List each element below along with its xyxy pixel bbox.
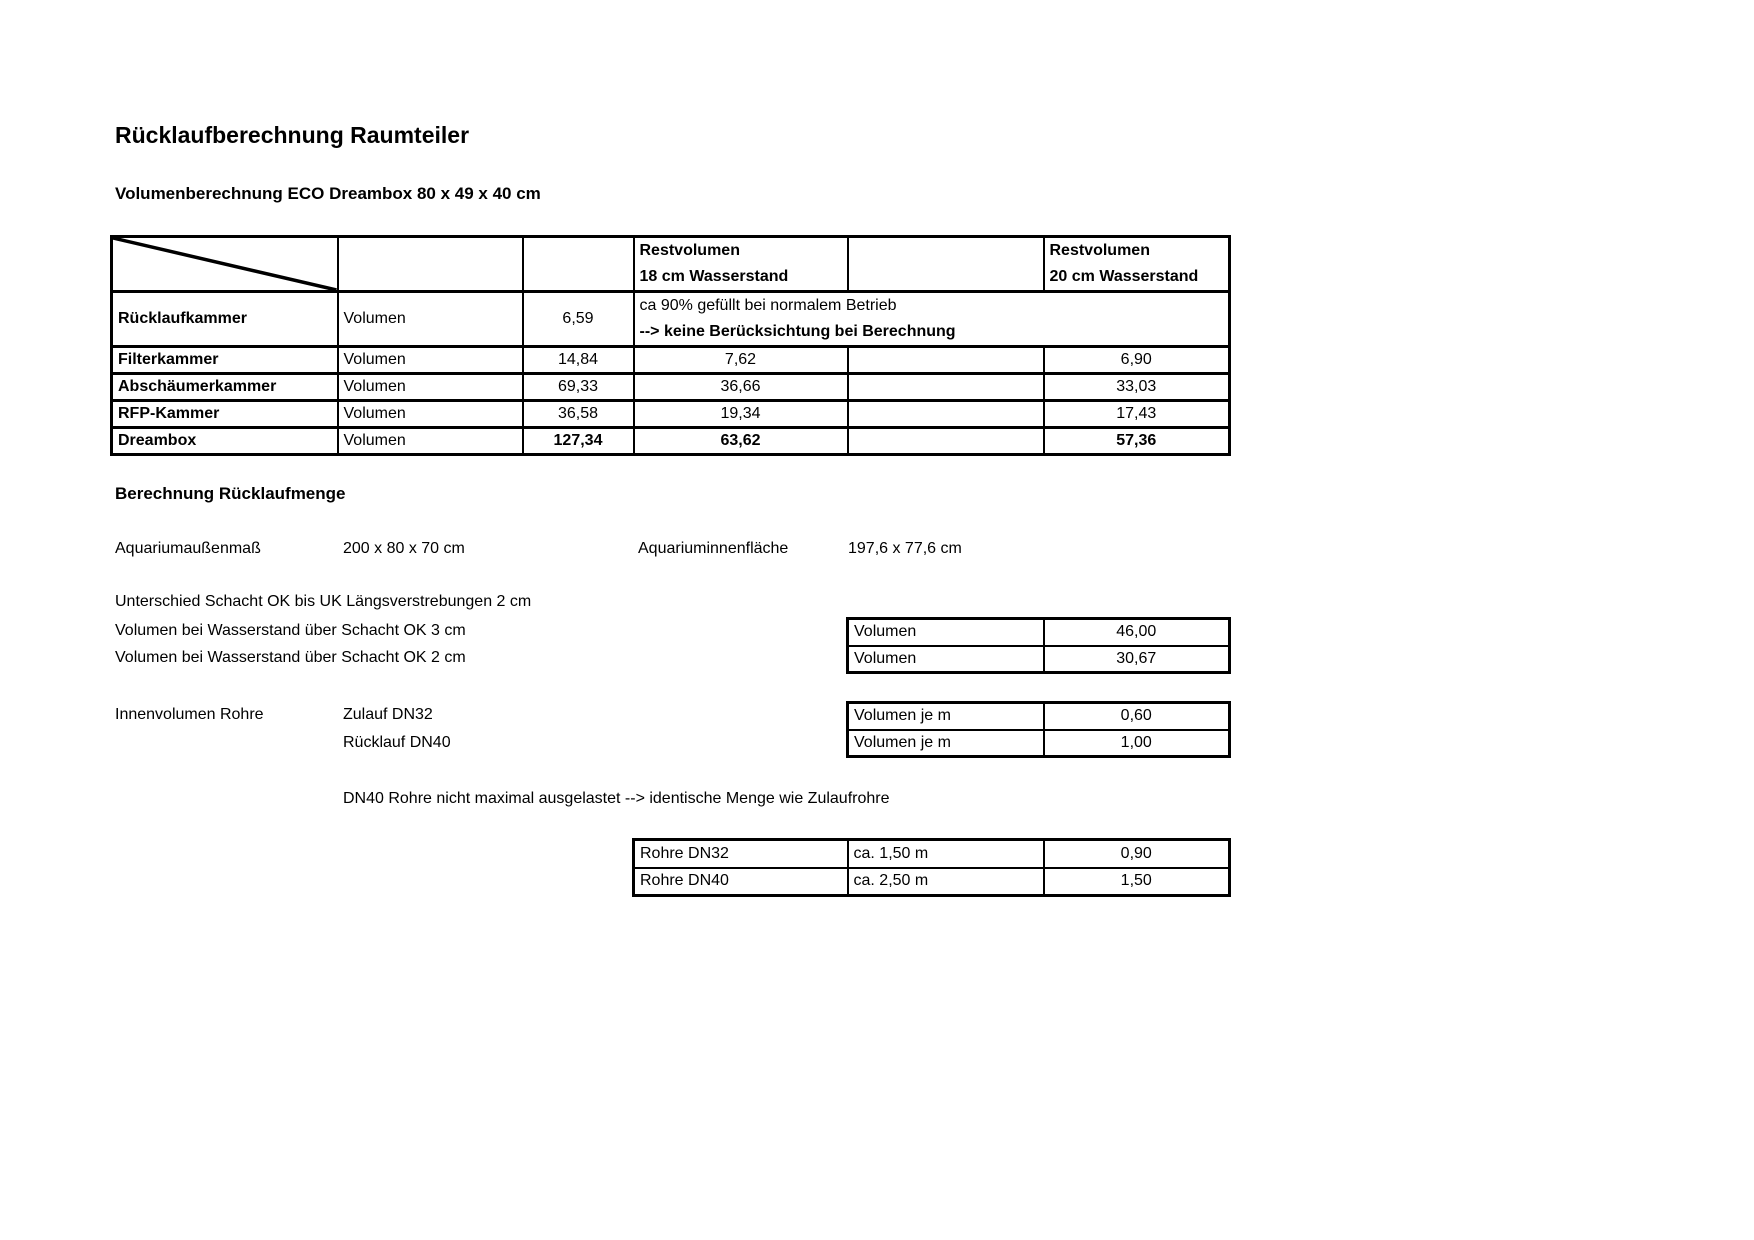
rest18-cell: 19,34 (634, 401, 848, 428)
table-row (112, 401, 1230, 428)
zulauf-label: Zulauf DN32 (343, 706, 433, 723)
total-volume-cell: 69,33 (523, 374, 634, 401)
row-type-cell: Volumen (338, 428, 523, 455)
rest20-cell: 57,36 (1044, 428, 1230, 455)
total-volume-cell: 6,59 (523, 292, 634, 347)
table-row (112, 428, 1230, 455)
table-row (634, 868, 1230, 896)
table-row (112, 292, 1230, 347)
row-type-cell: Volumen (338, 347, 523, 374)
rest20-cell: 17,43 (1044, 401, 1230, 428)
table-row (112, 374, 1230, 401)
pipe-value-cell: 1,50 (1044, 868, 1230, 896)
diagonal-header-cell (112, 237, 338, 292)
volume-value-cell: 30,67 (1044, 646, 1230, 673)
row-label-cell: Dreambox (112, 428, 338, 455)
line-unterschied: Unterschied Schacht OK bis UK Längsverstrebungen 2 cm (115, 593, 532, 610)
per-meter-value-cell: 1,00 (1044, 730, 1230, 757)
aquarium-inner-value: 197,6 x 77,6 cm (848, 540, 962, 557)
total-volume-cell: 36,58 (523, 401, 634, 428)
header-line: Restvolumen (639, 242, 740, 259)
line-wasserstand-ok2: Volumen bei Wasserstand über Schacht OK 2 cm (115, 649, 466, 666)
row-note-cell (634, 292, 1230, 347)
row-type-cell: Volumen (338, 292, 523, 347)
per-meter-label-cell: Volumen je m (848, 730, 1044, 757)
row-type-cell: Volumen (338, 401, 523, 428)
volume-table (110, 235, 1231, 456)
volume-value-cell: 46,00 (1044, 619, 1230, 646)
header-rest18-cell (634, 237, 848, 292)
table-row (848, 646, 1230, 673)
header-line: 20 cm Wasserstand (1049, 268, 1199, 285)
total-volume-cell: 127,34 (523, 428, 634, 455)
volume-label-cell: Volumen (848, 619, 1044, 646)
empty-cell (848, 347, 1044, 374)
empty-cell (848, 428, 1044, 455)
table-row (634, 840, 1230, 868)
rest20-cell: 6,90 (1044, 347, 1230, 374)
empty-cell (848, 401, 1044, 428)
pipes-table (632, 838, 1231, 897)
per-meter-value-cell: 0,60 (1044, 703, 1230, 730)
empty-header-cell (523, 237, 634, 292)
volume-per-meter-box (846, 701, 1231, 758)
ruecklauf-label: Rücklauf DN40 (343, 734, 451, 751)
header-line: 18 cm Wasserstand (639, 268, 789, 285)
row-type-cell: Volumen (338, 374, 523, 401)
rest18-cell: 63,62 (634, 428, 848, 455)
empty-header-cell (848, 237, 1044, 292)
diagonal-line-icon (113, 238, 337, 290)
pipe-value-cell: 0,90 (1044, 840, 1230, 868)
volume-table-header-row (112, 237, 1230, 292)
volume-label-cell: Volumen (848, 646, 1044, 673)
rest18-cell: 7,62 (634, 347, 848, 374)
note-line: --> keine Berücksichtung bei Berechnung (639, 323, 956, 340)
table-row (848, 730, 1230, 757)
rest20-cell: 33,03 (1044, 374, 1230, 401)
table-row (848, 703, 1230, 730)
aquarium-outer-label: Aquariumaußenmaß (115, 540, 261, 557)
pipe-length-cell: ca. 2,50 m (848, 868, 1044, 896)
row-label-cell: Rücklaufkammer (112, 292, 338, 347)
row-label-cell: Filterkammer (112, 347, 338, 374)
aquarium-inner-label: Aquariuminnenfläche (638, 540, 789, 557)
pipe-length-cell: ca. 1,50 m (848, 840, 1044, 868)
line-wasserstand-ok3: Volumen bei Wasserstand über Schacht OK 3 cm (115, 622, 466, 639)
innenvolumen-label: Innenvolumen Rohre (115, 706, 264, 723)
table-row (848, 619, 1230, 646)
aquarium-outer-value: 200 x 80 x 70 cm (343, 540, 465, 557)
total-volume-cell: 14,84 (523, 347, 634, 374)
wasserstand-volume-box (846, 617, 1231, 674)
empty-cell (848, 374, 1044, 401)
header-rest20-cell (1044, 237, 1230, 292)
empty-header-cell (338, 237, 523, 292)
header-line: Restvolumen (1049, 242, 1150, 259)
page-title: Rücklaufberechnung Raumteiler (115, 122, 470, 148)
dn40-note: DN40 Rohre nicht maximal ausgelastet --> identische Menge wie Zulaufrohre (343, 790, 890, 807)
pipe-label-cell: Rohre DN40 (634, 868, 848, 896)
per-meter-label-cell: Volumen je m (848, 703, 1044, 730)
rest18-cell: 36,66 (634, 374, 848, 401)
table-row (112, 347, 1230, 374)
row-label-cell: Abschäumerkammer (112, 374, 338, 401)
section2-heading: Berechnung Rücklaufmenge (115, 484, 346, 503)
note-line: ca 90% gefüllt bei normalem Betrieb (639, 297, 897, 314)
pipe-label-cell: Rohre DN32 (634, 840, 848, 868)
section1-heading: Volumenberechnung ECO Dreambox 80 x 49 x 40 cm (115, 184, 541, 203)
row-label-cell: RFP-Kammer (112, 401, 338, 428)
